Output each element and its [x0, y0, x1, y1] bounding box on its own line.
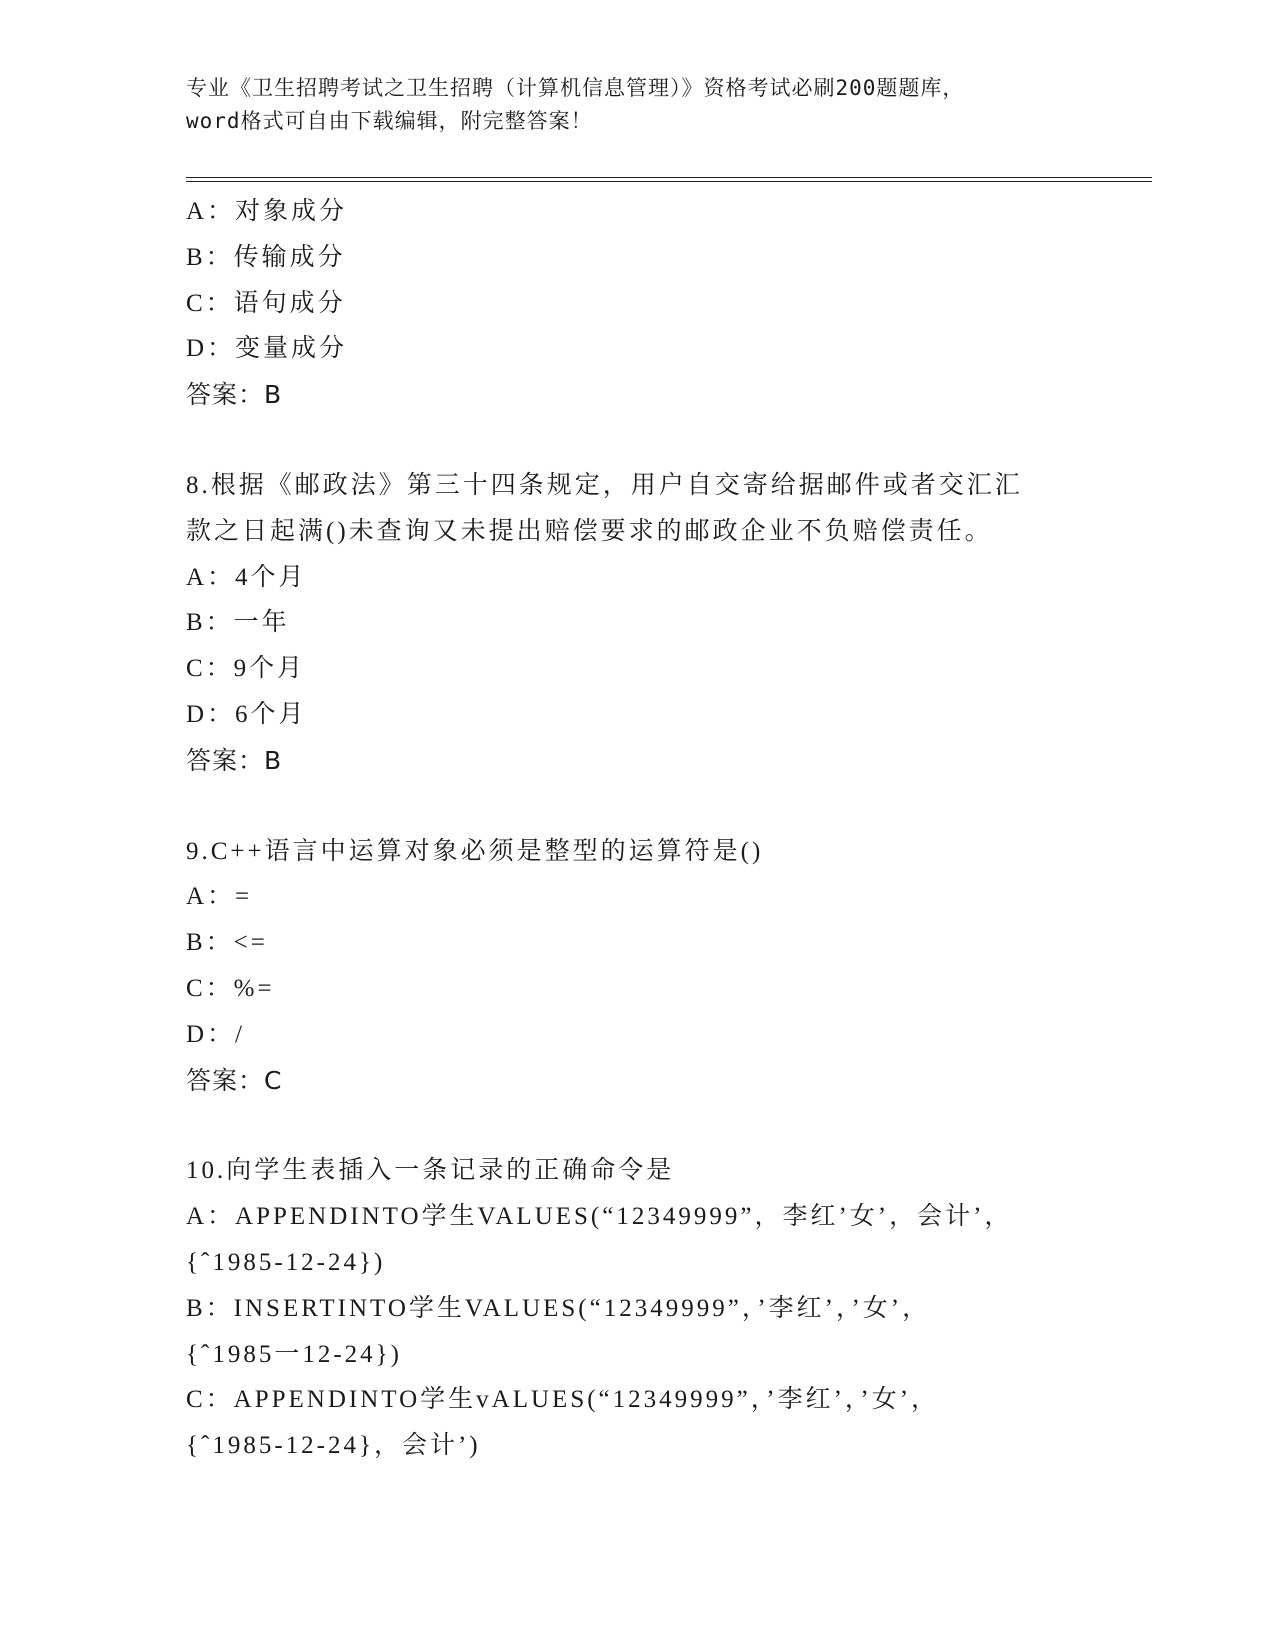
option-d: D：/ — [186, 1020, 246, 1048]
option-a: A：APPENDINTO学生VALUES(“12349999”，李红’女’，会计’， — [186, 1203, 1013, 1231]
option-c: C：9个月 — [186, 655, 306, 683]
option-b: B：<= — [186, 929, 268, 957]
option-b: B：一年 — [186, 609, 290, 637]
double-divider — [186, 177, 1152, 182]
option-c-continued: {ˆ1985-12-24}，会计’) — [186, 1432, 481, 1460]
question-8 — [186, 463, 1146, 784]
question-10-stem: 10.向学生表插入一条记录的正确命令是 — [186, 1157, 675, 1185]
option-d: D：6个月 — [186, 700, 307, 728]
option-a-continued: {ˆ1985-12-24}) — [186, 1248, 386, 1276]
option-a: A：= — [186, 883, 253, 911]
title-line-1: 专业《卫生招聘考试之卫生招聘（计算机信息管理）》资格考试必刷200题题库， — [186, 76, 965, 100]
option-d: D：变量成分 — [186, 335, 348, 363]
option-c: C：%= — [186, 974, 275, 1002]
question-10 — [186, 1148, 1146, 1469]
question-8-stem-line-2: 款之日起满()未查询又未提出赔偿要求的邮政企业不负赔偿责任。 — [186, 517, 993, 545]
question-7-options — [186, 189, 1146, 418]
question-9 — [186, 829, 1146, 1104]
option-c: C：APPENDINTO学生vALUES(“12349999”，’李红’，’女’， — [186, 1386, 940, 1414]
document-title — [186, 72, 1086, 138]
title-line-2: word格式可自由下载编辑，附完整答案！ — [186, 109, 593, 133]
option-a: A：对象成分 — [186, 198, 348, 225]
option-b: B：传输成分 — [186, 243, 346, 271]
question-9-stem: 9.C++语言中运算对象必须是整型的运算符是() — [186, 837, 764, 865]
option-c: C：语句成分 — [186, 289, 346, 317]
option-b: B：INSERTINTO学生VALUES(“12349999”，’李红’，’女’， — [186, 1294, 931, 1322]
question-8-stem-line-1: 8.根据《邮政法》第三十四条规定，用户自交寄给据邮件或者交汇汇 — [186, 471, 1023, 499]
option-a: A：4个月 — [186, 563, 307, 591]
question-8-answer: 答案：B — [186, 745, 283, 775]
question-9-answer: 答案：C — [186, 1065, 283, 1095]
question-content — [186, 189, 1146, 1469]
question-7-answer: 答案：B — [186, 380, 283, 410]
option-b-continued: {ˆ1985一12-24}) — [186, 1340, 402, 1368]
